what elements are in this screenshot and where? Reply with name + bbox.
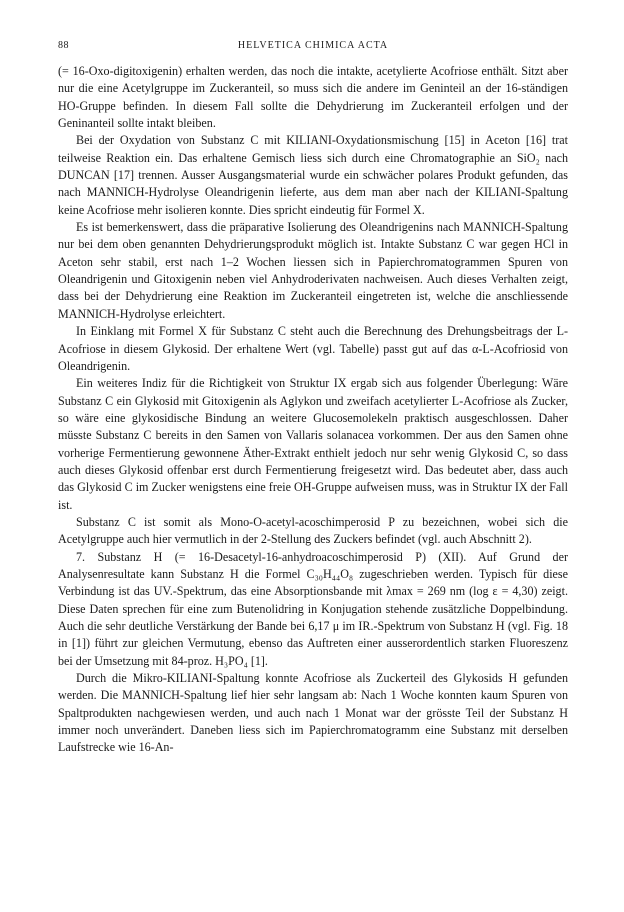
paragraph: Substanz C ist somit als Mono-O-acetyl-acoschimperosid P zu bezeichnen, wobei sich die Acetylgruppe auch hier vermutlich in der 2-Stellung des Zuckers befindet (vgl. auch Abschnitt 2). (58, 514, 568, 547)
paragraph: 7. Substanz H (= 16-Desacetyl-16-anhydroacoschimperosid P) (XII). Auf Grund der Analysenresultate kann Substanz H die Formel C₃₀H₄₄O₈ zugeschrieben werden. Typisch für diese Verbindung ist das UV.-Spektrum, das eine Absorptionsbande mit λmax = 269 nm (log ε = 4,30) zeigt. Diese Daten sprechen für eine zum Butenolidring in Konjugation stehende zusätzliche Doppelbindung. Auch die sehr deutliche Verstärkung der Bande bei 6,17 μ im IR.-Spektrum von Substanz H (vgl. Fig. 18 in [1]) führt zur gleichen Vermutung, ebenso das Auftreten einer ausserordentlich starken Fluoreszenz bei der Umsetzung mit 84-proz. H₃PO₄ [1]. (58, 549, 568, 668)
body-text (58, 63, 568, 757)
page-number: 88 (58, 40, 69, 51)
paragraph: Ein weiteres Indiz für die Richtigkeit von Struktur IX ergab sich aus folgender Überlegung: Wäre Substanz C ein Glykosid mit Gitoxigenin als Aglykon und zweifach acetylierter L-Acofriose als Zucker, so wäre eine glykosidische Bindung an weitere Glucosemolekeln praktisch ausgeschlossen. Daher müsste Substanz C bereits in den Samen von Vallaris solanacea vorkommen. Der aus den Samen ohne vorherige Fermentierung gewonnene Äther-Extrakt enthielt jedoch nur sehr wenig Glykosid C, so dass auch dieses Glykosid offenbar erst durch Fermentierung freigesetzt wird. Das bedeutet aber, dass auch das Glykosid C im Zucker wenigstens eine freie OH-Gruppe aufweisen muss, was in Struktur IX der Fall ist. (58, 376, 568, 512)
paragraph: Es ist bemerkenswert, dass die präparative Isolierung des Oleandrigenins nach MANNICH-Spaltung nur bei dem oben genannten Dehydrierungsprodukt möglich ist. Intakte Substanz C war gegen HCl in Aceton sehr stabil, erst nach 1–2 Wochen liessen sich in Papierchromatogrammen Spuren von Oleandrigenin und Gitoxigenin neben viel Anhydroderivaten nachweisen. Auch dieses Verhalten zeigt, dass bei der Dehydrierung eine Reaktion im Zuckeranteil eingetreten ist, welche die anschliessende MANNICH-Hydrolyse erleichtert. (58, 220, 568, 321)
paragraph: In Einklang mit Formel X für Substanz C steht auch die Berechnung des Drehungsbeitrags der L-Acofriose in diesem Glykosid. Der erhaltene Wert (vgl. Tabelle) passt gut auf das α-L-Acofriosid von Oleandrigenin. (58, 324, 568, 373)
paragraph: Bei der Oxydation von Substanz C mit KILIANI-Oxydationsmischung [15] in Aceton [16] trat teilweise Reaktion ein. Das erhaltene Gemisch liess sich durch eine Chromatographie an SiO₂ nach DUNCAN [17] trennen. Ausser Ausgangsmaterial wurde ein schwächer polares Produkt gefunden, das nach MANNICH-Hydrolyse Oleandrigenin lieferte, aus dem man aber nach der KILIANI-Spaltung keine Acofriose mehr isolieren konnte. Dies spricht eindeutig für Formel X. (58, 133, 568, 217)
running-head (58, 40, 568, 54)
paragraph: Durch die Mikro-KILIANI-Spaltung konnte Acofriose als Zuckerteil des Glykosids H gefunden werden. Die MANNICH-Spaltung lief hier sehr langsam ab: Nach 1 Woche konnten kaum Spuren von Spaltprodukten nachgewiesen werden, und auch nach 1 Monat war der grösste Teil der Substanz H immer noch unverändert. Daneben liess sich im Papierchromatogramm eine Substanz mit derselben Laufstrecke wie 16-An- (58, 671, 568, 755)
paragraph: (= 16-Oxo-digitoxigenin) erhalten werden, das noch die intakte, acetylierte Acofriose enthält. Sitzt aber nur die eine Acetylgruppe im Zuckeranteil, so muss sich die andere im Geninteil an der 16-ständigen HO-Gruppe befinden. In diesem Fall sollte die Dehydrierung im Zuckeranteil erfolgen und der Geninanteil sollte intakt bleiben. (58, 64, 568, 131)
journal-title: HELVETICA CHIMICA ACTA (237, 40, 389, 51)
